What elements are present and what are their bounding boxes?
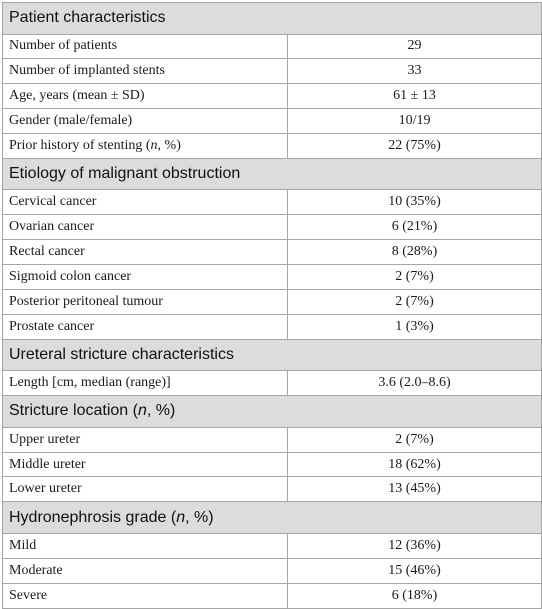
row-value: 22 (75%) bbox=[288, 134, 542, 159]
row-value: 61 ± 13 bbox=[288, 84, 542, 109]
table-row bbox=[3, 583, 542, 608]
row-label: Ovarian cancer bbox=[3, 215, 288, 240]
table-row bbox=[3, 477, 542, 502]
row-label: Rectal cancer bbox=[3, 240, 288, 265]
section-header-row bbox=[3, 502, 542, 534]
table-row bbox=[3, 290, 542, 315]
row-value: 12 (36%) bbox=[288, 533, 542, 558]
row-label: Moderate bbox=[3, 558, 288, 583]
row-value: 8 (28%) bbox=[288, 240, 542, 265]
row-value: 10 (35%) bbox=[288, 190, 542, 215]
section-title: Etiology of malignant obstruction bbox=[3, 158, 542, 190]
row-label: Cervical cancer bbox=[3, 190, 288, 215]
row-label: Prior history of stenting (n, %) bbox=[3, 134, 288, 159]
table-row bbox=[3, 452, 542, 477]
table-row bbox=[3, 314, 542, 339]
table-row bbox=[3, 84, 542, 109]
row-label: Prostate cancer bbox=[3, 314, 288, 339]
table-row bbox=[3, 240, 542, 265]
row-label: Lower ureter bbox=[3, 477, 288, 502]
row-value: 15 (46%) bbox=[288, 558, 542, 583]
section-title: Stricture location (n, %) bbox=[3, 396, 542, 428]
section-header-row bbox=[3, 396, 542, 428]
row-label: Length [cm, median (range)] bbox=[3, 371, 288, 396]
row-value: 2 (7%) bbox=[288, 427, 542, 452]
row-label: Posterior peritoneal tumour bbox=[3, 290, 288, 315]
table-row bbox=[3, 558, 542, 583]
row-value: 10/19 bbox=[288, 109, 542, 134]
row-value: 2 (7%) bbox=[288, 290, 542, 315]
row-label: Middle ureter bbox=[3, 452, 288, 477]
row-value: 6 (18%) bbox=[288, 583, 542, 608]
row-value: 29 bbox=[288, 34, 542, 59]
row-label: Severe bbox=[3, 583, 288, 608]
row-label: Upper ureter bbox=[3, 427, 288, 452]
row-value: 33 bbox=[288, 59, 542, 84]
table-row bbox=[3, 533, 542, 558]
section-title: Patient characteristics bbox=[3, 3, 542, 35]
row-value: 18 (62%) bbox=[288, 452, 542, 477]
table-row bbox=[3, 427, 542, 452]
section-header-row bbox=[3, 339, 542, 371]
row-label: Mild bbox=[3, 533, 288, 558]
row-label: Age, years (mean ± SD) bbox=[3, 84, 288, 109]
table-row bbox=[3, 190, 542, 215]
row-value: 2 (7%) bbox=[288, 265, 542, 290]
table-row bbox=[3, 59, 542, 84]
row-label: Number of patients bbox=[3, 34, 288, 59]
patient-characteristics-table bbox=[2, 2, 542, 609]
section-title: Hydronephrosis grade (n, %) bbox=[3, 502, 542, 534]
table-row bbox=[3, 215, 542, 240]
table-row bbox=[3, 34, 542, 59]
row-value: 3.6 (2.0–8.6) bbox=[288, 371, 542, 396]
row-value: 6 (21%) bbox=[288, 215, 542, 240]
row-label: Number of implanted stents bbox=[3, 59, 288, 84]
table-row bbox=[3, 134, 542, 159]
row-value: 1 (3%) bbox=[288, 314, 542, 339]
section-header-row bbox=[3, 158, 542, 190]
table-row bbox=[3, 265, 542, 290]
section-header-row bbox=[3, 3, 542, 35]
row-label: Sigmoid colon cancer bbox=[3, 265, 288, 290]
section-title: Ureteral stricture characteristics bbox=[3, 339, 542, 371]
table-row bbox=[3, 109, 542, 134]
table-row bbox=[3, 371, 542, 396]
table-body bbox=[3, 3, 542, 609]
row-label: Gender (male/female) bbox=[3, 109, 288, 134]
row-value: 13 (45%) bbox=[288, 477, 542, 502]
